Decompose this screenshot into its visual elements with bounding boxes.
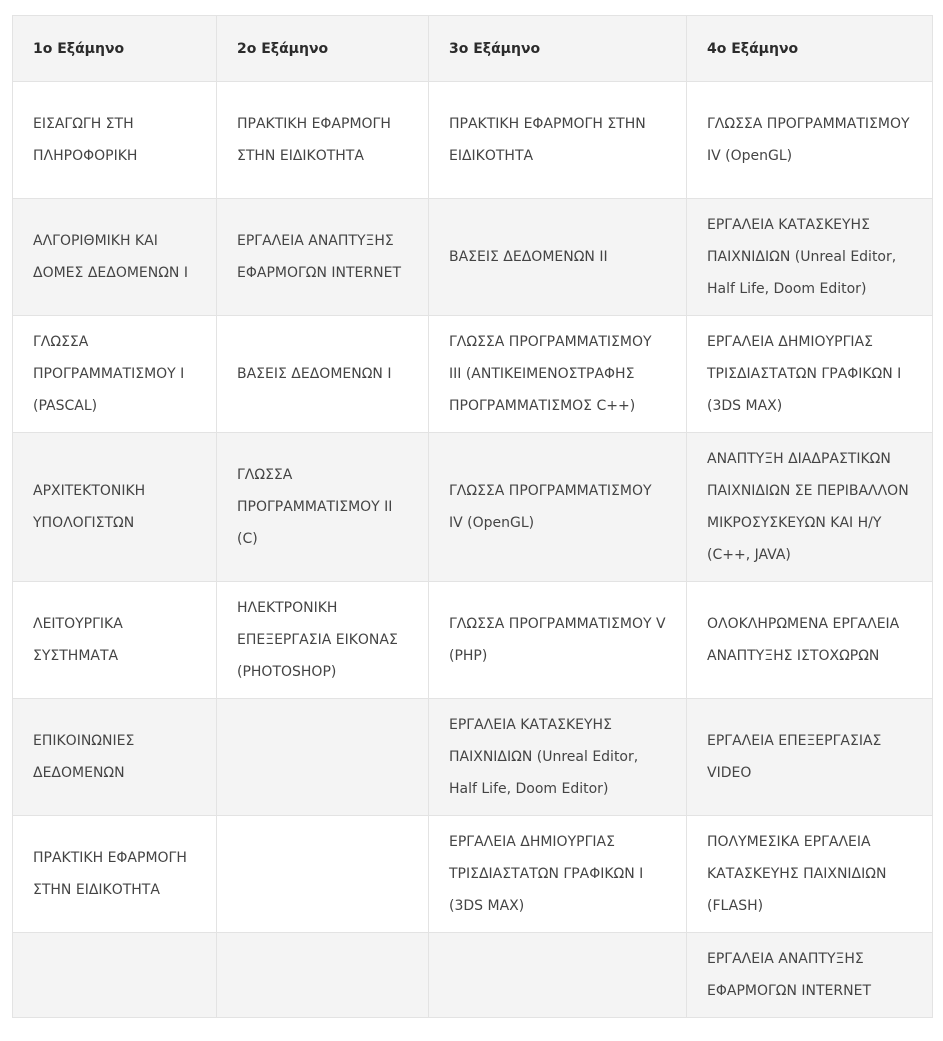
table-cell: ΑΛΓΟΡΙΘΜΙΚΗ ΚΑΙ ΔΟΜΕΣ ΔΕΔΟΜΕΝΩΝ I: [13, 199, 217, 316]
table-row: [13, 933, 933, 1018]
table-row: [13, 816, 933, 933]
header-row: [13, 16, 933, 82]
table-cell: ΕΡΓΑΛΕΙΑ ΔΗΜΙΟΥΡΓΙΑΣ ΤΡΙΣΔΙΑΣΤΑΤΩΝ ΓΡΑΦΙΚΩΝ I (3DS MAX): [687, 316, 933, 433]
table-cell: ΕΙΣΑΓΩΓΗ ΣΤΗ ΠΛΗΡΟΦΟΡΙΚΗ: [13, 82, 217, 199]
table-cell-empty: [429, 933, 687, 1018]
table-cell: ΓΛΩΣΣΑ ΠΡΟΓΡΑΜΜΑΤΙΣΜΟΥ V (PHP): [429, 582, 687, 699]
table-cell: ΓΛΩΣΣΑ ΠΡΟΓΡΑΜΜΑΤΙΣΜΟΥ IV (OpenGL): [429, 433, 687, 582]
table-row: [13, 316, 933, 433]
table-cell: ΠΡΑΚΤΙΚΗ ΕΦΑΡΜΟΓΗ ΣΤΗΝ ΕΙΔΙΚΟΤΗΤΑ: [429, 82, 687, 199]
table-cell: ΛΕΙΤΟΥΡΓΙΚΑ ΣΥΣΤΗΜΑΤΑ: [13, 582, 217, 699]
curriculum-table-container: [12, 15, 932, 1018]
curriculum-table: [12, 15, 933, 1018]
header-semester-1: 1ο Εξάμηνο: [13, 16, 217, 82]
table-cell: ΓΛΩΣΣΑ ΠΡΟΓΡΑΜΜΑΤΙΣΜΟΥ III (ΑΝΤΙΚΕΙΜΕΝΟΣΤΡΑΦΗΣ ΠΡΟΓΡΑΜΜΑΤΙΣΜΟΣ C++): [429, 316, 687, 433]
table-row: [13, 199, 933, 316]
header-semester-2: 2ο Εξάμηνο: [217, 16, 429, 82]
table-cell: ΕΡΓΑΛΕΙΑ ΚΑΤΑΣΚΕΥΗΣ ΠΑΙΧΝΙΔΙΩΝ (Unreal Editor, Half Life, Doom Editor): [687, 199, 933, 316]
table-cell: ΓΛΩΣΣΑ ΠΡΟΓΡΑΜΜΑΤΙΣΜΟΥ I (PASCAL): [13, 316, 217, 433]
table-cell: ΒΑΣΕΙΣ ΔΕΔΟΜΕΝΩΝ II: [429, 199, 687, 316]
table-cell-empty: [13, 933, 217, 1018]
table-cell: ΒΑΣΕΙΣ ΔΕΔΟΜΕΝΩΝ I: [217, 316, 429, 433]
table-cell-empty: [217, 816, 429, 933]
header-semester-4: 4ο Εξάμηνο: [687, 16, 933, 82]
table-row: [13, 433, 933, 582]
table-header: [13, 16, 933, 82]
table-cell: ΑΝΑΠΤΥΞΗ ΔΙΑΔΡΑΣΤΙΚΩΝ ΠΑΙΧΝΙΔΙΩΝ ΣΕ ΠΕΡΙΒΑΛΛΟΝ ΜΙΚΡΟΣΥΣΚΕΥΩΝ ΚΑΙ Η/Υ (C++, JAVA): [687, 433, 933, 582]
table-cell: ΕΠΙΚΟΙΝΩΝΙΕΣ ΔΕΔΟΜΕΝΩΝ: [13, 699, 217, 816]
header-semester-3: 3ο Εξάμηνο: [429, 16, 687, 82]
table-row: [13, 82, 933, 199]
table-cell: ΕΡΓΑΛΕΙΑ ΚΑΤΑΣΚΕΥΗΣ ΠΑΙΧΝΙΔΙΩΝ (Unreal Editor, Half Life, Doom Editor): [429, 699, 687, 816]
table-cell: ΓΛΩΣΣΑ ΠΡΟΓΡΑΜΜΑΤΙΣΜΟΥ IV (OpenGL): [687, 82, 933, 199]
table-row: [13, 582, 933, 699]
table-cell-empty: [217, 699, 429, 816]
table-cell: ΠΡΑΚΤΙΚΗ ΕΦΑΡΜΟΓΗ ΣΤΗΝ ΕΙΔΙΚΟΤΗΤΑ: [217, 82, 429, 199]
table-cell: ΕΡΓΑΛΕΙΑ ΑΝΑΠΤΥΞΗΣ ΕΦΑΡΜΟΓΩΝ INTERNET: [217, 199, 429, 316]
table-cell: ΠΟΛΥΜΕΣΙΚΑ ΕΡΓΑΛΕΙΑ ΚΑΤΑΣΚΕΥΗΣ ΠΑΙΧΝΙΔΙΩΝ (FLASH): [687, 816, 933, 933]
table-cell-empty: [217, 933, 429, 1018]
table-cell: ΑΡΧΙΤΕΚΤΟΝΙΚΗ ΥΠΟΛΟΓΙΣΤΩΝ: [13, 433, 217, 582]
table-cell: ΕΡΓΑΛΕΙΑ ΕΠΕΞΕΡΓΑΣΙΑΣ VIDEO: [687, 699, 933, 816]
table-cell: ΟΛΟΚΛΗΡΩΜΕΝΑ ΕΡΓΑΛΕΙΑ ΑΝΑΠΤΥΞΗΣ ΙΣΤΟΧΩΡΩΝ: [687, 582, 933, 699]
table-cell: ΓΛΩΣΣΑ ΠΡΟΓΡΑΜΜΑΤΙΣΜΟΥ II (C): [217, 433, 429, 582]
table-row: [13, 699, 933, 816]
table-cell: ΗΛΕΚΤΡΟΝΙΚΗ ΕΠΕΞΕΡΓΑΣΙΑ ΕΙΚΟΝΑΣ (PHOTOSHOP): [217, 582, 429, 699]
table-cell: ΕΡΓΑΛΕΙΑ ΑΝΑΠΤΥΞΗΣ ΕΦΑΡΜΟΓΩΝ INTERNET: [687, 933, 933, 1018]
table-cell: ΕΡΓΑΛΕΙΑ ΔΗΜΙΟΥΡΓΙΑΣ ΤΡΙΣΔΙΑΣΤΑΤΩΝ ΓΡΑΦΙΚΩΝ I (3DS MAX): [429, 816, 687, 933]
table-cell: ΠΡΑΚΤΙΚΗ ΕΦΑΡΜΟΓΗ ΣΤΗΝ ΕΙΔΙΚΟΤΗΤΑ: [13, 816, 217, 933]
table-body: [13, 82, 933, 1018]
